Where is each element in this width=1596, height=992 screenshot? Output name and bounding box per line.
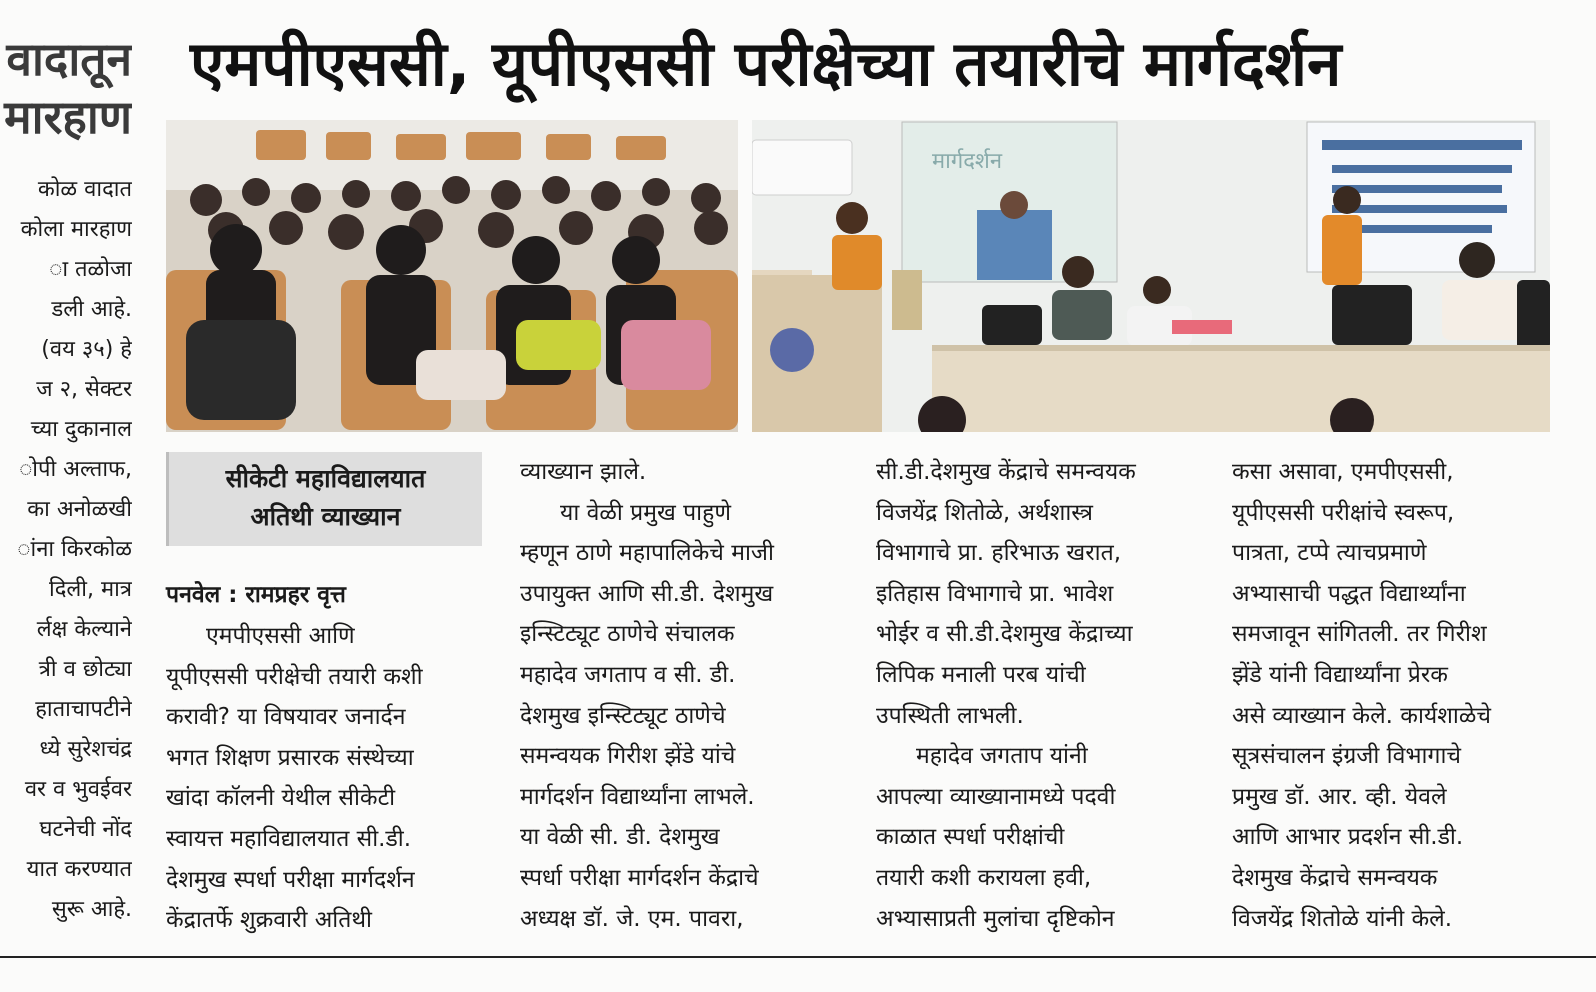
text-line: सूत्रसंचालन इंग्रजी विभागाचे [1232,743,1462,770]
text-line: प्रमुख डॉ. आर. व्ही. येवले [1232,783,1447,810]
text-line: च्या दुकानाल [30,417,132,442]
text-line: लिपिक मनाली परब यांची [876,661,1086,688]
side-story-column [0,170,132,930]
text-line: खांदा कॉलनी येथील सीकेटी [166,785,396,812]
text-line: ांना किरकोळ [17,537,132,562]
text-line: असे व्याख्यान केले. कार्यशाळेचे [1232,702,1491,729]
article-column-1 [166,616,486,941]
text-line: विभागाचे प्रा. हरिभाऊ खरात, [876,540,1122,567]
text-line: यात करण्यात [26,857,132,882]
text-line: का अनोळखी [27,497,132,522]
text-line: अभ्यासाची पद्धत विद्यार्थ्यांना [1232,580,1466,607]
subheading-line: सीकेटी महाविद्यालयात [225,464,426,493]
text-line: डली आहे. [51,297,132,322]
text-line: भोईर व सी.डी.देशमुख केंद्राच्या [876,621,1133,648]
text-line: अभ्यासाप्रती मुलांचा दृष्टिकोन [876,905,1115,932]
side-story-title [0,30,132,146]
article-column-3 [876,452,1198,939]
text-line: करावी? या विषयावर जनार्दन [166,704,406,731]
stage-photo [752,120,1550,432]
text-line: ा तळोजा [49,257,132,282]
text-line: देशमुख इन्स्टिट्यूट ठाणेचे [520,702,726,729]
subheading-box [166,452,482,546]
audience-photo-illustration [166,120,738,432]
bottom-rule [0,956,1596,958]
text-line: महादेव जगताप व सी. डी. [520,661,736,688]
text-line: देशमुख स्पर्धा परीक्षा मार्गदर्शन [166,866,415,893]
text-line: घटनेची नोंद [39,817,132,842]
text-line: आपल्या व्याख्यानामध्ये पदवी [876,783,1116,810]
text-line: वर व भुवईवर [24,777,132,802]
text-line: समजावून सांगितली. तर गिरीश [1232,621,1487,648]
text-line: एमपीएससी आणि [206,623,355,649]
text-line: इन्स्टिट्यूट ठाणेचे संचालक [520,621,735,648]
slide-text: मार्गदर्शन [932,149,1003,174]
subheading-line: अतिथी व्याख्यान [250,502,401,531]
text-line: दिली, मात्र [49,577,132,602]
byline: पनवेल : रामप्रहर वृत्त [166,582,346,608]
text-line: यूपीएससी परीक्षांचे स्वरूप, [1232,499,1455,526]
text-line: हाताचापटीने [35,697,132,722]
text-line: पात्रता, टप्पे त्याचप्रमाणे [1232,540,1427,567]
text-line: महादेव जगताप यांनी [916,743,1088,770]
text-line: या वेळी सी. डी. देशमुख [520,824,720,851]
text-line: उपस्थिती लाभली. [876,702,1024,729]
text-line: उपायुक्त आणि सी.डी. देशमुख [520,580,774,607]
text-line: अध्यक्ष डॉ. जे. एम. पावरा, [520,905,744,932]
text-line: इतिहास विभागाचे प्रा. भावेश [876,580,1114,607]
side-title-line: वादातून [6,32,132,86]
text-line: ज २, सेक्टर [36,377,132,402]
text-line: मार्गदर्शन विद्यार्थ्यांना लाभले. [520,783,755,810]
text-line: कोला मारहाण [20,217,132,242]
text-line: विजयेंद्र शितोळे, अर्थशास्त्र [876,499,1093,526]
text-line: म्हणून ठाणे महापालिकेचे माजी [520,540,774,567]
stage-photo-illustration [752,120,1550,432]
text-line: या वेळी प्रमुख पाहुणे [560,499,731,526]
side-title-line: मारहाण [4,90,132,144]
text-line: यूपीएससी परीक्षेची तयारी कशी [166,663,423,690]
text-line: केंद्रातर्फे शुक्रवारी अतिथी [166,907,373,934]
text-line: भगत शिक्षण प्रसारक संस्थेच्या [166,744,414,771]
text-line: काळात स्पर्धा परीक्षांची [876,824,1065,851]
text-line: सी.डी.देशमुख केंद्राचे समन्वयक [876,459,1136,485]
text-line: स्वायत्त महाविद्यालयात सी.डी. [166,825,412,852]
text-line: सुरू आहे. [51,897,132,922]
audience-photo [166,120,738,432]
page-headline: एमपीएससी, यूपीएससी परीक्षेच्या तयारीचे मार्गदर्शन [190,27,1342,100]
text-line: स्पर्धा परीक्षा मार्गदर्शन केंद्राचे [520,864,759,891]
text-line: तयारी कशी करायला हवी, [876,864,1092,891]
text-line: त्री व छोट्या [38,657,132,682]
text-line: झेंडे यांनी विद्यार्थ्यांना प्रेरक [1232,661,1448,688]
text-line: कोळ वादात [37,177,132,202]
text-line: ोपी अल्ताफ, [19,457,132,482]
text-line: विजयेंद्र शितोळे यांनी केले. [1232,905,1453,932]
text-line: (वय ३५) हे [41,337,132,362]
text-line: कसा असावा, एमपीएससी, [1232,459,1454,485]
text-line: देशमुख केंद्राचे समन्वयक [1232,864,1438,891]
text-line: व्याख्यान झाले. [520,459,647,485]
text-line: र्लक्ष केल्याने [36,617,132,642]
article-column-2 [520,452,842,939]
text-line: आणि आभार प्रदर्शन सी.डी. [1232,824,1464,851]
text-line: ध्ये सुरेशचंद्र [39,737,132,762]
article-column-4 [1232,452,1554,939]
text-line: समन्वयक गिरीश झेंडे यांचे [520,743,736,770]
